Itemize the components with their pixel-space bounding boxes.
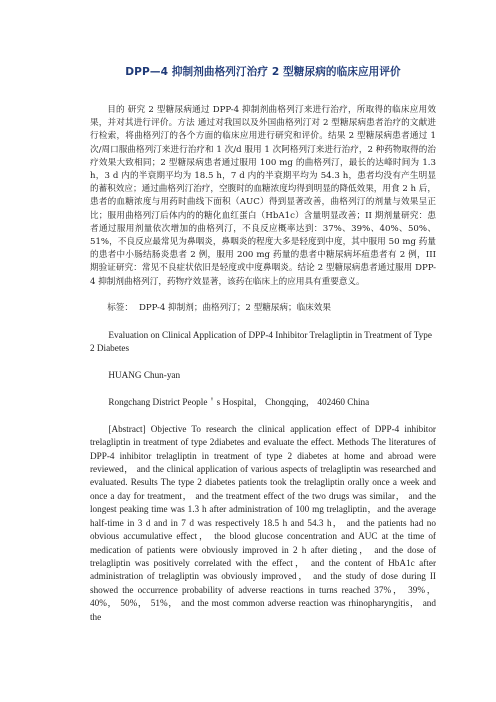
keywords-text: DPP-4 抑制剂；曲格列汀；2 型糖尿病；临床效果 bbox=[138, 302, 331, 313]
english-affiliation: Rongchang District People＇s Hospital， Chongqing， 402460 China bbox=[108, 396, 370, 407]
keywords-label: 标签： bbox=[107, 302, 133, 313]
keywords-line bbox=[90, 302, 436, 315]
paper-title: DPP—4 抑制剂曲格列汀治疗 2 型糖尿病的临床应用评价 bbox=[125, 66, 401, 78]
abstract-english: [Abstract] Objective To research the clinical application effect of DPP-4 inhibitor trelagliptin in treatment of type 2diabetes and evaluate the effect. Methods The literatures of DPP-4 inhibitor trelagliptin in treatment of type 2 diabetes at home and abroad were reviewed， and the clinical application of various aspects of trelagliptin was researched and evaluated. Results The type 2 diabetes patients took the trelagliptin orally once a week and once a day for treatment， and the treatment effect of the two drugs was similar， and the longest peaking time was 1.3 h after administration of 100 mg trelagliptin，and the average half-time in 3 d and in 7 d was respectively 18.5 h and 54.3 h， and the patients had no obvious accumulative effect， the blood glucose concentration and AUC at the time of medication of patients were obviously improved in 2 h after dieting， and the dose of trelagliptin was positively correlated with the effect， and the content of HbA1c after administration of trelagliptin was obviously improved， and the study of dose during II showed the occurrence probability of adverse reactions in turns reached 37%， 39%， 40%， 50%， 51%， and the most common adverse reaction was rhinopharyngitis， and the bbox=[90, 423, 436, 622]
abstract-chinese: 目的 研究 2 型糖尿病通过 DPP-4 抑制剂曲格列汀来进行治疗，所取得的临床应用效果，并对其进行评价。方法 通过对我国以及外国曲格列汀对 2 型糖尿病患者治疗的文献进行检索，将曲格列汀的各个方面的临床应用进行研究和评价。结果 2 型糖尿病患者通过 1 次/周口服曲格列汀来进行治疗和 1 次/d 服用 1 次阿格列汀来进行治疗，2 种药物取得的治疗效果大致相同；2 型糖尿病患者通过服用 100 mg 的曲格列汀，最长的达峰时间为 1.3 h，3 d 内的半衰期平均为 18.5 h，7 d 内的半衰期平均为 54.3 h，患者均没有产生明显的蓄积效应；通过曲格列汀治疗，空腹时的血糖浓度均得到明显的降低效果，用食 2 h 后，患者的血糖浓度与用药时曲线下面积（AUC）得到显著改善，曲格列汀的剂量与效果呈正比；服用曲格列汀后体内的的糖化血红蛋白（HbA1c）含量明显改善；II 期剂量研究：患者通过服用剂量依次增加的曲格列汀，不良反应概率达到：37%、39%、40%、50%、51%，不良反应最常见为鼻咽炎，鼻咽炎的程度大多是轻度到中度，其中服用 50 mg 药量的患者中小肠结肠炎患者 2 例，服用 200 mg 药量的患者中糖尿病坏疽患者有 2 例，III 期验证研究：常见不良症状依旧是轻度或中度鼻咽炎。结论 2 型糖尿病患者通过服用 DPP-4 抑制剂曲格列汀，药物疗效显著，该药在临床上的应用具有重要意义。 bbox=[90, 105, 436, 287]
english-title: Evaluation on Clinical Application of DPP-4 Inhibitor Trelagliptin in Treatment of Type 2 Diabetes bbox=[90, 329, 432, 353]
english-author: HUANG Chun-yan bbox=[108, 369, 181, 380]
